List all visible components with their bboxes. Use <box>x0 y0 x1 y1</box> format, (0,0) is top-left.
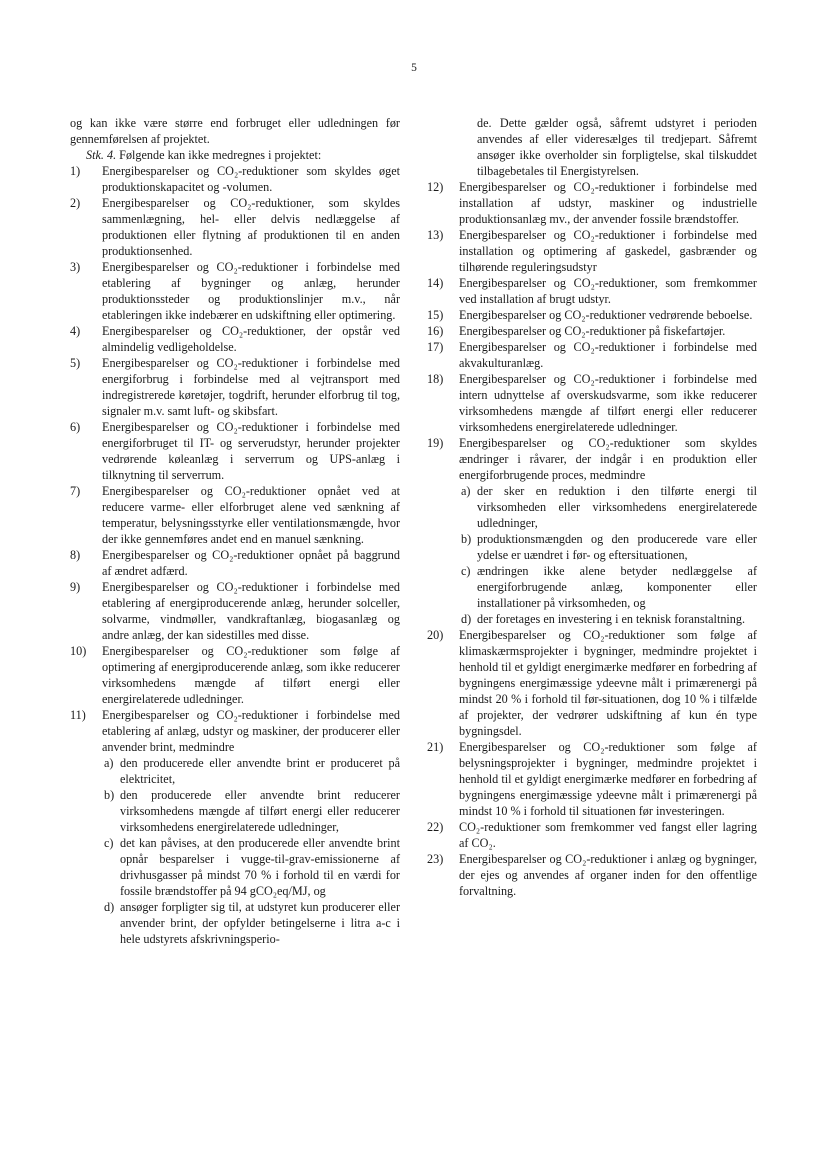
list-item <box>427 323 757 339</box>
item-text: Energibesparelser og CO₂-reduktioner i anlæg og bygninger, der ejes og anvendes af organer inden for den offentlige forvaltning. <box>459 852 757 898</box>
stk-4-heading <box>70 147 400 163</box>
list-item <box>427 371 757 435</box>
sub-letter: a) <box>104 756 114 770</box>
item-number: 4) <box>70 324 81 338</box>
stk-text: Følgende kan ikke medregnes i projektet: <box>119 148 322 162</box>
item-text: Energibesparelser og CO₂-reduktioner på fiskefartøjer. <box>459 324 726 338</box>
item-text: Energibesparelser og CO₂-reduktioner i forbindelse med etablering af energiproducerende anlæg, herunder solceller, solvarme, vindmøller, vandkraftanlæg, biogasanlæg og andre anlæg, der kan sidestilles med disse. <box>102 580 400 642</box>
sub-text: der sker en reduktion i den tilførte energi til virksomheden eller virksomhedens energirelaterede udledninger, <box>477 484 757 530</box>
item-text: Energibesparelser og CO₂-reduktioner som skyldes øget produktionskapacitet og -volumen. <box>102 164 400 194</box>
list-item <box>70 483 400 547</box>
list-item <box>70 419 400 483</box>
sub-letter: d) <box>104 900 115 914</box>
list-item <box>70 163 400 195</box>
item-number: 9) <box>70 580 81 594</box>
item-text: Energibesparelser og CO₂-reduktioner i forbindelse med installation af udstyr, maskiner og industrielle produktionsanlæg mv., der anvender fossile brændstoffer. <box>459 180 757 226</box>
item-number: 22) <box>427 820 444 834</box>
list-item <box>70 195 400 259</box>
item-number: 15) <box>427 308 444 322</box>
item-text: Energibesparelser og CO₂-reduktioner i forbindelse med installation og optimering af gaskedel, gasbrænder og tilhørende reguleringsudstyr <box>459 228 757 274</box>
sub-item <box>427 563 757 611</box>
sub-item <box>427 483 757 531</box>
sub-letter: c) <box>104 836 114 850</box>
item-text: Energibesparelser og CO₂-reduktioner som skyldes ændringer i råvarer, der indgår i en produktion eller energiforbrugende proces, medmindre <box>459 436 757 482</box>
item-number: 7) <box>70 484 81 498</box>
list-item <box>427 227 757 275</box>
item-text: Energibesparelser og CO₂-reduktioner i forbindelse med etablering af anlæg, udstyr og maskiner, der producerer eller anvender brint, medmindre <box>102 708 400 754</box>
sub-text: ændringen ikke alene betyder nedlæggelse af energiforbrugende anlæg, komponenter eller installationer på virksomheden, og <box>477 564 757 610</box>
item-number: 5) <box>70 356 81 370</box>
sub-text: produktionsmængden og den producerede vare eller ydelse er uændret i før- og eftersituationen, <box>477 532 757 562</box>
item-number: 11) <box>70 708 86 722</box>
item-number: 12) <box>427 180 444 194</box>
list-item <box>70 579 400 643</box>
sub-item <box>427 531 757 563</box>
sub-letter: c) <box>461 564 471 578</box>
stk-label: Stk. 4. <box>86 148 117 162</box>
list-item <box>427 851 757 899</box>
list-item <box>70 355 400 419</box>
item-text: Energibesparelser og CO₂-reduktioner opnået på baggrund af ændret adfærd. <box>102 548 400 578</box>
item-number: 14) <box>427 276 444 290</box>
sub-text: der foretages en investering i en teknisk foranstaltning. <box>477 612 746 626</box>
sub-letter: d) <box>461 612 472 626</box>
item-number: 6) <box>70 420 81 434</box>
item-number: 23) <box>427 852 444 866</box>
item-text: Energibesparelser og CO₂-reduktioner i forbindelse med intern udnyttelse af overskudsvarme, som ikke reducerer virksomhedens mængde af tilført energi eller reducerer virksomhedens energirelaterede udledninger. <box>459 372 757 434</box>
item-text: Energibesparelser og CO₂-reduktioner i forbindelse med energiforbrug i forbindelse med al vejtransport med indregistrerede køretøjer, togdrift, herunder elforbrug til tog, signaler m.v. samt luft- og skibsfart. <box>102 356 400 418</box>
list-item <box>427 627 757 739</box>
continuation-paragraph: de. Dette gælder også, såfremt udstyret i perioden anvendes af eller videresælges til tredjepart. Såfremt ansøger ikke overholder sin forpligtelse, skal tilskuddet tilbagebetales til Energistyrelsen. <box>477 116 757 178</box>
sub-item <box>70 899 400 947</box>
item-number: 18) <box>427 372 444 386</box>
list-item <box>427 435 757 483</box>
intro-paragraph: og kan ikke være større end forbruget eller udledningen før gennemførelsen af projektet. <box>70 116 400 146</box>
list-item <box>70 323 400 355</box>
sub-item <box>70 755 400 787</box>
sub-letter: a) <box>461 484 471 498</box>
page-number: 5 <box>411 62 417 74</box>
item-number: 19) <box>427 436 444 450</box>
sub-letter: b) <box>104 788 115 802</box>
item-number: 16) <box>427 324 444 338</box>
list-item <box>427 275 757 307</box>
sub-text: den producerede eller anvendte brint reducerer virksomhedens mængde af tilført energi eller reducerer virksomhedens energirelaterede udledninger, <box>120 788 400 834</box>
item-number: 10) <box>70 644 87 658</box>
item-text: Energibesparelser og CO₂-reduktioner i forbindelse med akvakulturanlæg. <box>459 340 757 370</box>
item-number: 20) <box>427 628 444 642</box>
item-text: Energibesparelser og CO₂-reduktioner som følge af optimering af energiproducerende anlæg, som ikke reducerer virksomhedens mængde af tilført energi eller energirelaterede udledninger. <box>102 644 400 706</box>
item-number: 13) <box>427 228 444 242</box>
item-number: 3) <box>70 260 81 274</box>
item-text: Energibesparelser og CO₂-reduktioner i forbindelse med energiforbruget til IT- og serverudstyr, herunder projekter vedrørende køleanlæg i serverrum og UPS-anlæg i tilknytning til serverrum. <box>102 420 400 482</box>
item-text: Energibesparelser og CO₂-reduktioner som følge af belysningsprojekter i bygninger, medmindre projektet i henhold til et gyldigt energimærke medfører en forbedring af bygningens energimæssige ydeevne målt i primærenergi på mindst 10 % i forhold til situationen før investeringen. <box>459 740 757 818</box>
sub-letter: b) <box>461 532 472 546</box>
right-column <box>427 115 757 899</box>
sub-text: ansøger forpligter sig til, at udstyret kun producerer eller anvender brint, der opfylder betingelserne i litra a-c i hele udstyrets afskrivningsperio- <box>120 900 400 946</box>
sub-item <box>70 787 400 835</box>
list-item <box>70 643 400 707</box>
sub-text: det kan påvises, at den producerede eller anvendte brint opnår besparelser i vugge-til-grav-emissionerne af drivhusgasser på mindst 70 % i forhold til en værdi for fossile brændstoffer på 94 gCO₂eq/MJ, og <box>120 836 400 898</box>
list-item <box>427 339 757 371</box>
item-text: CO₂-reduktioner som fremkommer ved fangst eller lagring af CO₂. <box>459 820 757 850</box>
list-item <box>70 707 400 755</box>
item-text: Energibesparelser og CO₂-reduktioner, som fremkommer ved installation af brugt udstyr. <box>459 276 757 306</box>
list-item <box>427 819 757 851</box>
item-text: Energibesparelser og CO₂-reduktioner som følge af klimaskærmsprojekter i bygninger, medmindre projektet i henhold til et gyldigt energimærke medfører en forbedring af bygningens energimæssige ydeevne målt i primærenergi på mindst 20 % i forhold til før-situationen, dog 10 % i tilfælde af projekter, der vedrører udskiftning af kun én type bygningsdel. <box>459 628 757 738</box>
item-number: 21) <box>427 740 444 754</box>
item-text: Energibesparelser og CO₂-reduktioner i forbindelse med etablering af bygninger og anlæg, herunder produktionssteder og produktionslinjer m.v., når etableringen ikke indebærer en udskiftning eller optimering. <box>102 260 400 322</box>
list-item <box>427 307 757 323</box>
item-number: 1) <box>70 164 81 178</box>
list-item <box>427 179 757 227</box>
item-number: 8) <box>70 548 81 562</box>
item-text: Energibesparelser og CO₂-reduktioner opnået ved at reducere varme- eller elforbruget alene ved sænkning af temperatur, belysningsstyrke eller ventilationsmængde, hvor der ikke gennemføres andet end en manuel sænkning. <box>102 484 400 546</box>
sub-item <box>70 835 400 899</box>
item-number: 17) <box>427 340 444 354</box>
item-text: Energibesparelser og CO₂-reduktioner vedrørende beboelse. <box>459 308 753 322</box>
sub-item <box>427 611 757 627</box>
item-number: 2) <box>70 196 81 210</box>
sub-text: den producerede eller anvendte brint er produceret på elektricitet, <box>120 756 400 786</box>
list-item <box>70 259 400 323</box>
item-text: Energibesparelser og CO₂-reduktioner, der opstår ved almindelig vedligeholdelse. <box>102 324 400 354</box>
left-column <box>70 115 400 947</box>
list-item <box>427 739 757 819</box>
list-item <box>70 547 400 579</box>
item-text: Energibesparelser og CO₂-reduktioner, som skyldes sammenlægning, hel- eller delvis nedlæggelse af produktionen eller flytning af produktionen til en anden produktionsenhed. <box>102 196 400 258</box>
